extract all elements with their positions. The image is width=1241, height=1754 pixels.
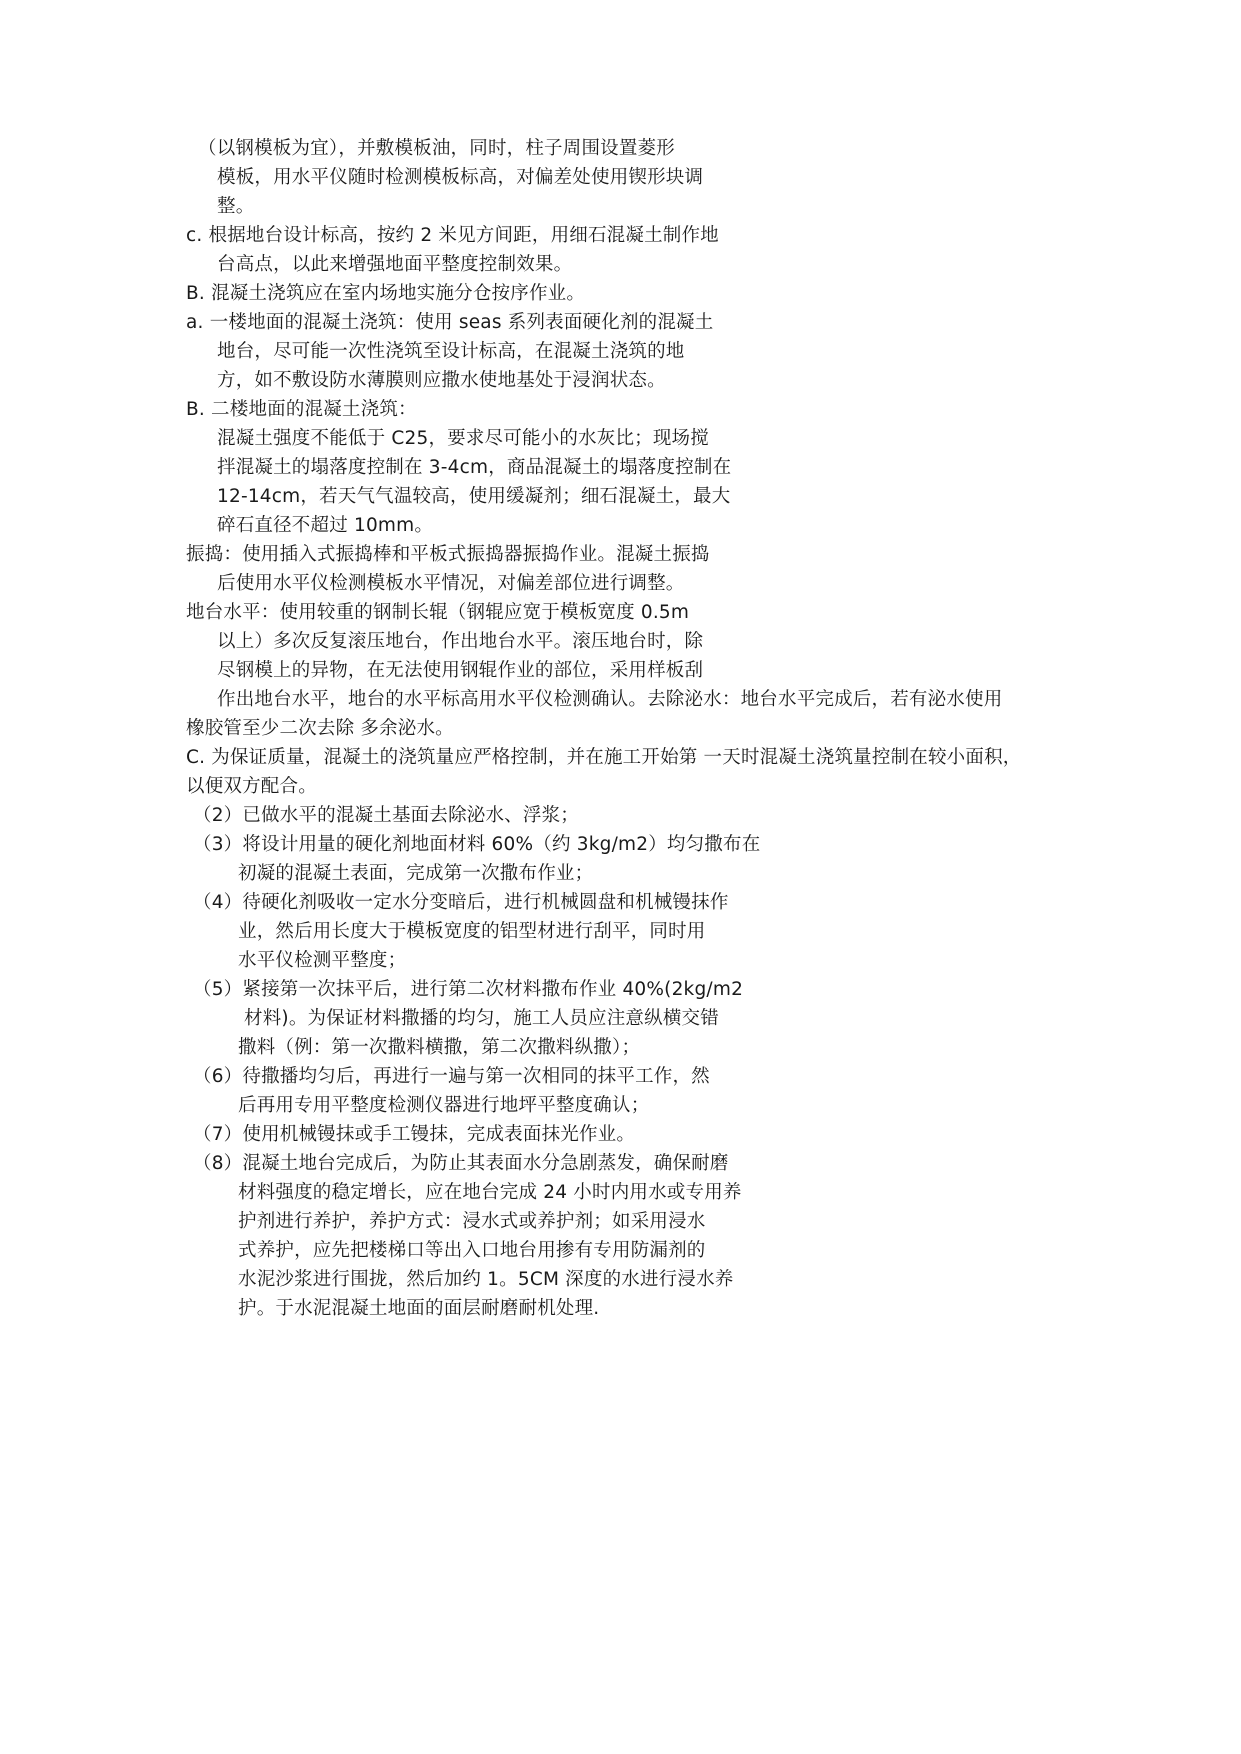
text-line: （8）混凝土地台完成后，为防止其表面水分急剧蒸发，确保耐磨 xyxy=(193,1153,729,1174)
text-line: 碎石直径不超过 10mm。 xyxy=(217,515,434,536)
text-line: a. 一楼地面的混凝土浇筑：使用 seas 系列表面硬化剂的混凝土 xyxy=(186,312,714,333)
text-line: 材料强度的稳定增长，应在地台完成 24 小时内用水或专用养 xyxy=(238,1182,742,1203)
text-line: 后使用水平仪检测模板水平情况，对偏差部位进行调整。 xyxy=(217,573,685,594)
text-line: 撒料（例：第一次撒料横撒，第二次撒料纵撒）； xyxy=(238,1037,641,1058)
text-line: 水泥沙浆进行围拢，然后加约 1。5CM 深度的水进行浸水养 xyxy=(238,1269,734,1290)
text-line: 护剂进行养护，养护方式：浸水式或养护剂；如采用浸水 xyxy=(238,1211,706,1232)
text-line: 混凝土强度不能低于 C25，要求尽可能小的水灰比；现场搅 xyxy=(217,428,709,449)
text-line: 作出地台水平，地台的水平标高用水平仪检测确认。去除泌水：地台水平完成后，若有泌水使用 xyxy=(217,689,1003,710)
text-line: 材料)。为保证材料撒播的均匀，施工人员应注意纵横交错 xyxy=(244,1008,719,1029)
text-line: 地台水平：使用较重的钢制长辊（钢辊应宽于模板宽度 0.5m xyxy=(186,602,690,623)
text-line: 橡胶管至少二次去除 多余泌水。 xyxy=(186,718,454,739)
text-line: 水平仪检测平整度； xyxy=(238,950,407,971)
text-line: （6）待撒播均匀后，再进行一遍与第一次相同的抹平工作，然 xyxy=(193,1066,710,1087)
text-line: 拌混凝土的塌落度控制在 3-4cm，商品混凝土的塌落度控制在 xyxy=(217,457,732,478)
text-line: C. 为保证质量，混凝土的浇筑量应严格控制，并在施工开始第 一天时混凝土浇筑量控制在较小面积， xyxy=(186,747,1022,768)
text-line: c. 根据地台设计标高，按约 2 米见方间距，用细石混凝土制作地 xyxy=(186,225,719,246)
text-line: 台高点，以此来增强地面平整度控制效果。 xyxy=(217,254,573,275)
text-line: B. 二楼地面的混凝土浇筑： xyxy=(186,399,417,420)
text-line: 业，然后用长度大于模板宽度的铝型材进行刮平，同时用 xyxy=(238,921,706,942)
text-line: 方，如不敷设防水薄膜则应撒水使地基处于浸润状态。 xyxy=(217,370,666,391)
text-line: （以钢模板为宜），并敷模板油，同时，柱子周围设置菱形 xyxy=(198,138,675,159)
text-line: 整。 xyxy=(217,196,255,217)
text-line: （2）已做水平的混凝土基面去除泌水、浮浆； xyxy=(193,805,579,826)
text-line: 地台，尽可能一次性浇筑至设计标高，在混凝土浇筑的地 xyxy=(217,341,685,362)
text-line: B. 混凝土浇筑应在室内场地实施分仓按序作业。 xyxy=(186,283,586,304)
text-line: （7）使用机械镘抹或手工镘抹，完成表面抹光作业。 xyxy=(193,1124,636,1145)
text-line: （3）将设计用量的硬化剂地面材料 60%（约 3kg/m2）均匀撒布在 xyxy=(193,834,761,855)
text-line: （4）待硬化剂吸收一定水分变暗后，进行机械圆盘和机械镘抹作 xyxy=(193,892,729,913)
text-line: 式养护，应先把楼梯口等出入口地台用掺有专用防漏剂的 xyxy=(238,1240,706,1261)
text-line: （5）紧接第一次抹平后，进行第二次材料撒布作业 40%(2kg/m2 xyxy=(193,979,744,1000)
text-line: 以上）多次反复滚压地台，作出地台水平。滚压地台时，除 xyxy=(217,631,704,652)
text-line: 尽钢模上的异物，在无法使用钢辊作业的部位，采用样板刮 xyxy=(217,660,704,681)
text-line: 以便双方配合。 xyxy=(186,776,317,797)
text-line: 后再用专用平整度检测仪器进行地坪平整度确认； xyxy=(238,1095,650,1116)
text-line: 振捣：使用插入式振捣棒和平板式振捣器振捣作业。混凝土振捣 xyxy=(186,544,710,565)
text-line: 初凝的混凝土表面，完成第一次撒布作业； xyxy=(238,863,594,884)
text-line: 护。于水泥混凝土地面的面层耐磨耐机处理. xyxy=(238,1298,600,1319)
text-line: 12-14cm，若天气气温较高，使用缓凝剂；细石混凝土，最大 xyxy=(217,486,731,507)
text-line: 模板，用水平仪随时检测模板标高，对偏差处使用锲形块调 xyxy=(217,167,704,188)
